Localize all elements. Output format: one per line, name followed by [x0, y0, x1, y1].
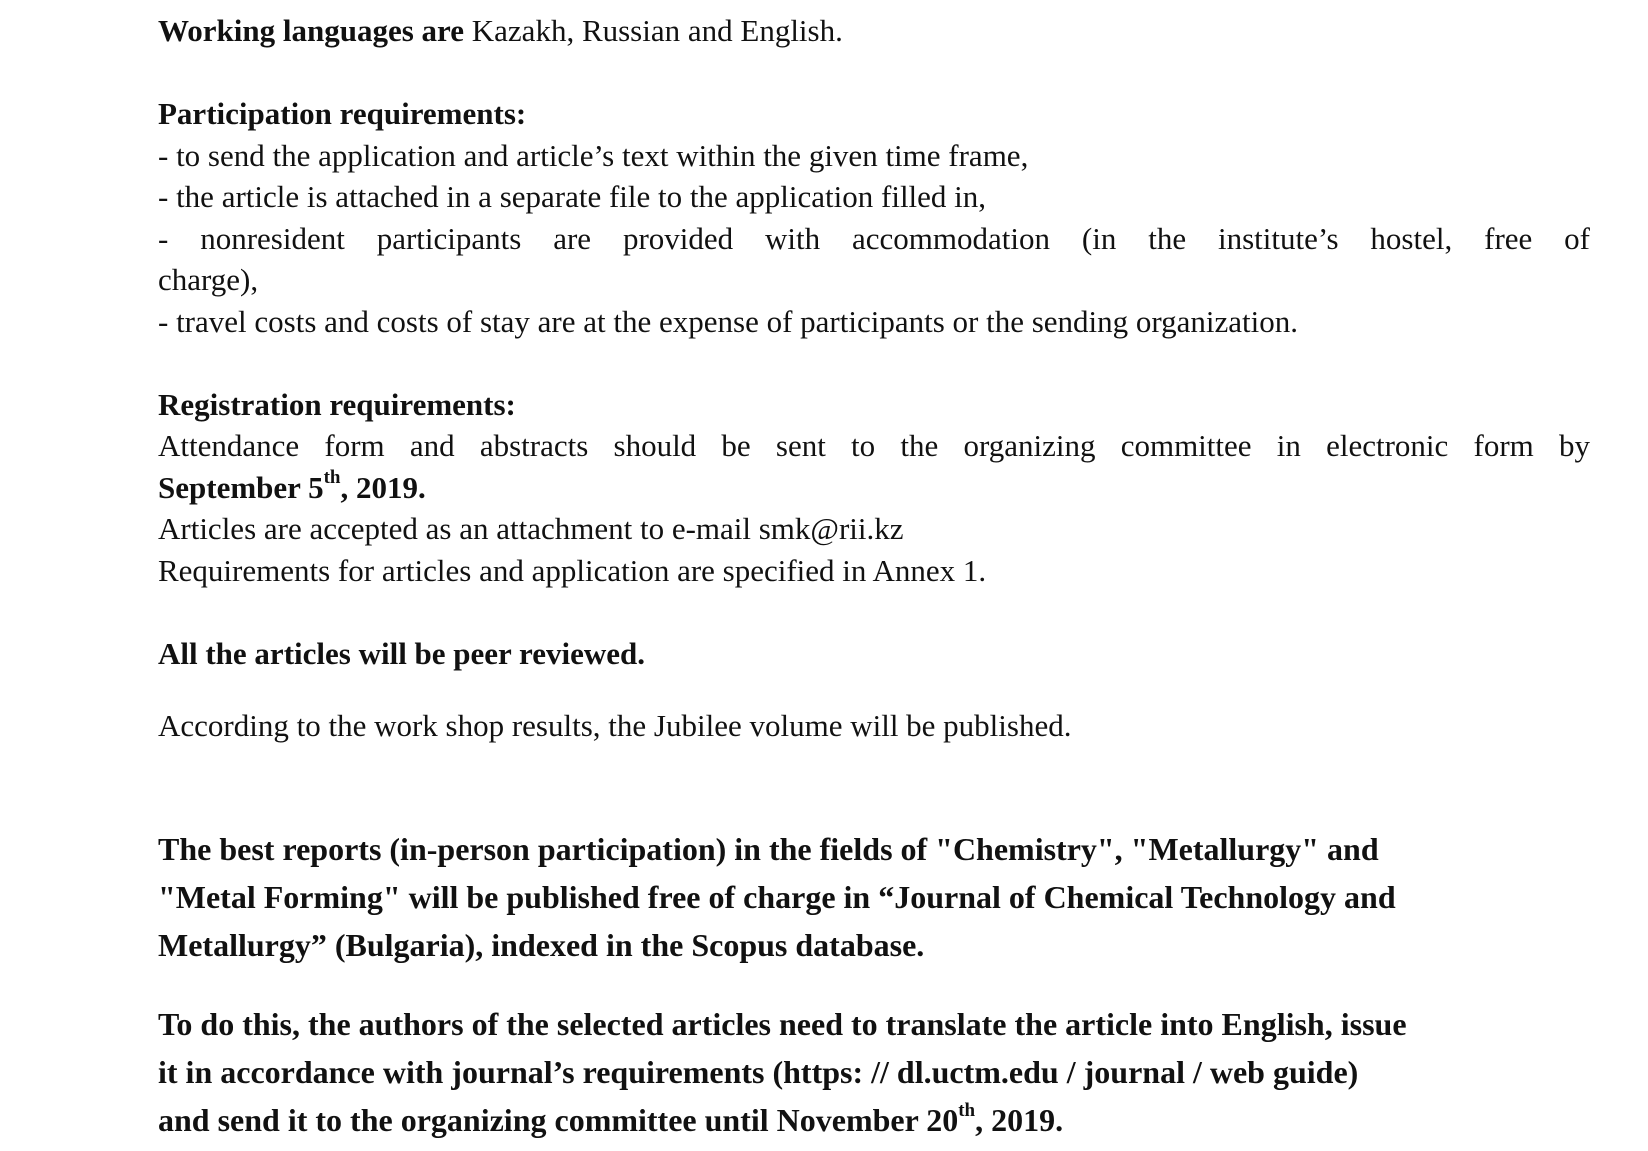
registration-deadline: [158, 467, 1590, 509]
participation-item: - the article is attached in a separate file to the application filled in,: [158, 179, 987, 214]
deadline-year: , 2019.: [340, 469, 426, 505]
participation-heading: Participation requirements:: [158, 96, 527, 131]
registration-line: Attendance form and abstracts should be sent to the organizing committee in electronic form by: [158, 428, 1590, 463]
spacer: [158, 342, 1590, 384]
best-reports-line: "Metal Forming" will be published free of charge in “Journal of Chemical Technology and: [158, 878, 1396, 915]
translation-line: it in accordance with journal’s requirements (https: // dl.uctm.edu / journal / web guide): [158, 1053, 1359, 1090]
spacer: [158, 674, 1590, 705]
working-languages-label: Working languages are: [158, 13, 465, 48]
registration-heading: Registration requirements:: [158, 386, 516, 422]
best-reports-paragraph: [158, 825, 1590, 969]
translation-deadline-ordinal: th: [958, 1099, 976, 1121]
spacer: [158, 969, 1590, 1000]
participation-item: - travel costs and costs of stay are at the expense of participants or the sending organization.: [158, 303, 1299, 339]
registration-annex-line: Requirements for articles and application are specified in Annex 1.: [158, 552, 987, 588]
spacer: [158, 52, 1590, 94]
spacer: [158, 591, 1590, 633]
translation-deadline-text: and send it to the organizing committee until November 20: [158, 1101, 959, 1138]
peer-review-note: All the articles will be peer reviewed.: [158, 635, 645, 671]
translation-line: To do this, the authors of the selected articles need to translate the article into English, issue: [158, 1005, 1407, 1042]
participation-item: - nonresident participants are provided with accommodation (in the institute’s hostel, free of: [158, 220, 1590, 256]
working-languages-text: Kazakh, Russian and English.: [464, 13, 843, 48]
translation-paragraph: [158, 1000, 1590, 1144]
translation-deadline-line: [158, 1096, 1590, 1144]
participation-item-continuation: charge),: [158, 262, 259, 297]
spacer: [158, 747, 1590, 825]
document-page: [158, 10, 1590, 1144]
participation-item: - to send the application and article’s text within the given time frame,: [158, 137, 1029, 173]
deadline-date: September 5: [158, 469, 324, 505]
best-reports-line: Metallurgy” (Bulgaria), indexed in the Scopus database.: [158, 926, 925, 963]
best-reports-line: The best reports (in-person participation) in the fields of "Chemistry", "Metallurgy" and: [158, 830, 1379, 867]
working-languages-line: [158, 10, 1590, 52]
jubilee-note: According to the work shop results, the Jubilee volume will be published.: [158, 708, 1072, 743]
deadline-ordinal: th: [323, 467, 341, 489]
registration-email-line: Articles are accepted as an attachment to e-mail smk@rii.kz: [158, 511, 904, 546]
translation-deadline-year: , 2019.: [975, 1101, 1064, 1138]
